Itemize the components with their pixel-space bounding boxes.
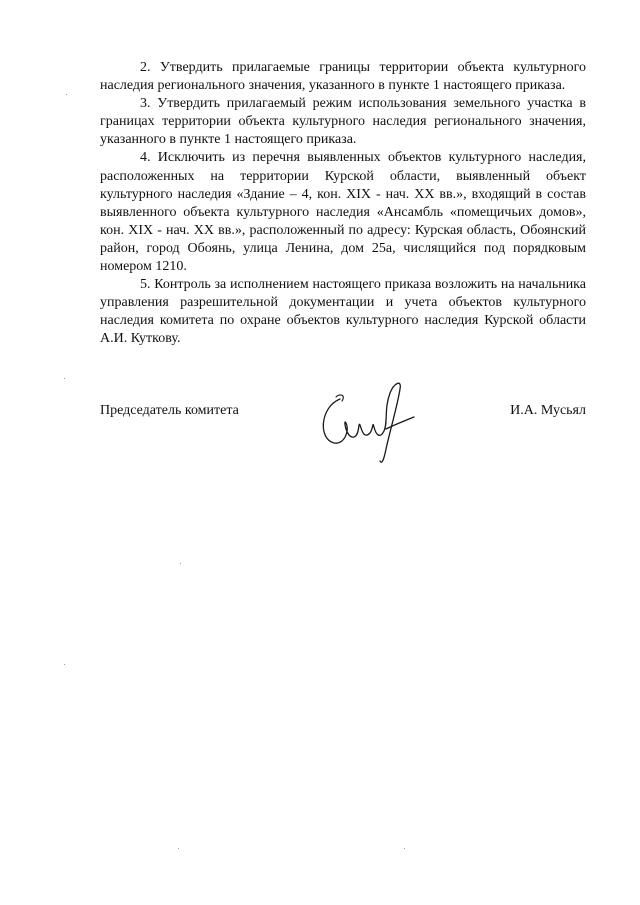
paragraph-2: 2. Утвердить прилагаемые границы территории объекта культурного наследия регионального значения, указанного в пункте 1 настоящего приказа. xyxy=(100,60,586,94)
scan-speck xyxy=(66,94,67,95)
scan-speck xyxy=(180,563,181,564)
scan-speck xyxy=(64,664,65,665)
paragraph-5: 5. Контроль за исполнением настоящего приказа возложить на начальника управления разрешительной документации и учета объектов культурного наследия комитета по охране объектов культурного наследия Курской области А.И. Куткову. xyxy=(100,277,586,347)
handwritten-signature xyxy=(310,369,420,469)
paragraph-4: 4. Исключить из перечня выявленных объектов культурного наследия, расположенных на территории Курской области, выявленный объект культурного наследия «Здание – 4, кон. XIX - нач. XX вв.», входящий в состав выявленного объекта культурного наследия «Ансамбль «помещичьих домов», кон. XIX - нач. XX вв.», расположенный по адресу: Курская область, Обоянский район, город Обоянь, улица Ленина, дом 25а, числящийся под порядковым номером 1210. xyxy=(100,150,586,275)
signature-block xyxy=(100,403,586,473)
signer-position: Председатель комитета xyxy=(100,403,239,418)
signer-name: И.А. Мусьял xyxy=(510,403,586,418)
scan-speck xyxy=(178,848,179,849)
order-body xyxy=(100,59,586,349)
scan-speck xyxy=(64,378,65,379)
paragraph-3: 3. Утвердить прилагаемый режим использования земельного участка в границах территории объекта культурного наследия регионального значения, указанного в пункте 1 настоящего приказа. xyxy=(100,96,586,148)
scan-speck xyxy=(404,848,405,849)
